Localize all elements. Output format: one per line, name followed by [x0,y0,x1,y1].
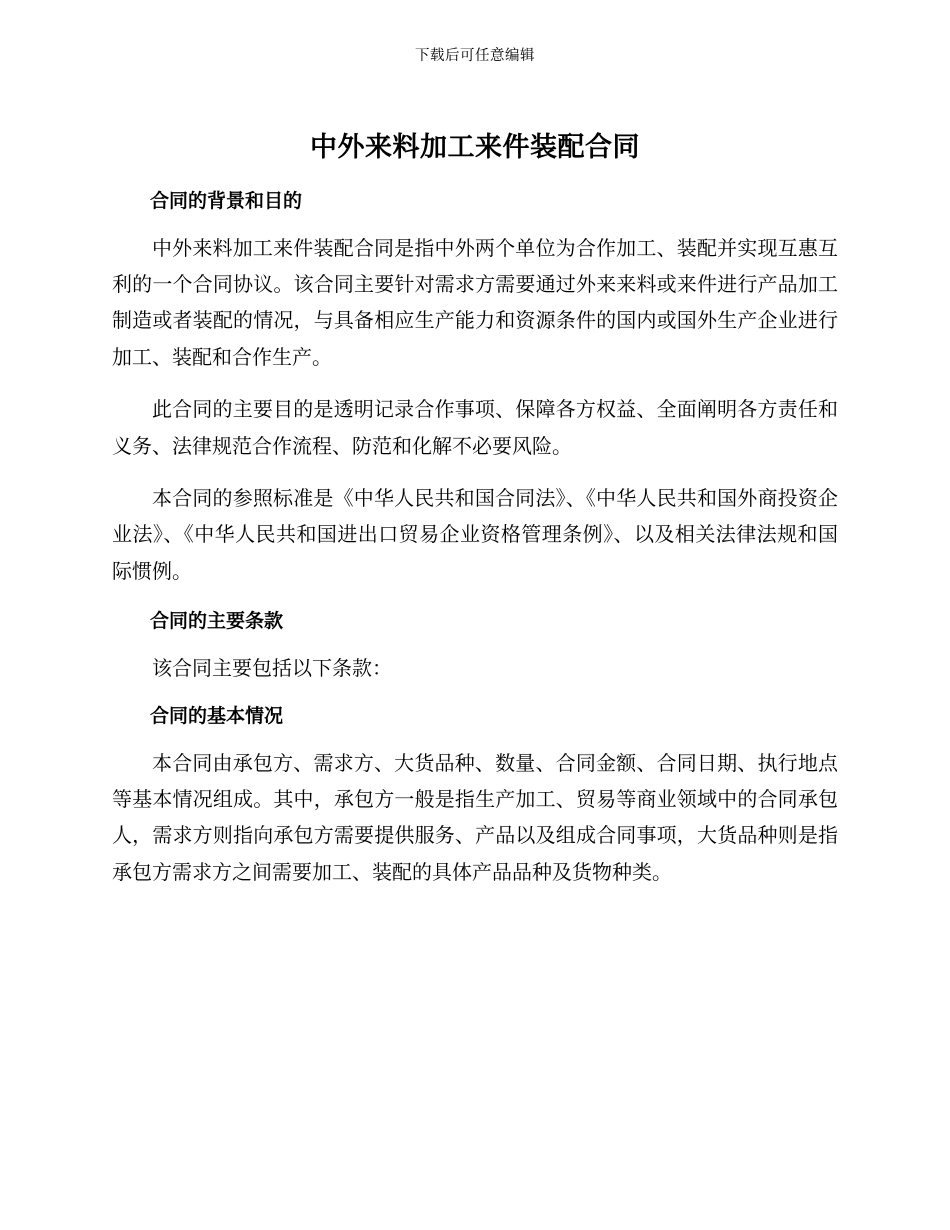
paragraph-purpose: 此合同的主要目的是透明记录合作事项、保障各方权益、全面阐明各方责任和义务、法律规范合作流程、防范和化解不必要风险。 [112,397,838,458]
paragraph-terms-intro: 该合同主要包括以下条款： [152,655,392,680]
section-heading-background-purpose: 合同的背景和目的 [150,190,303,213]
section-heading-basic-info: 合同的基本情况 [150,705,284,727]
section-heading-main-terms: 合同的主要条款 [150,610,284,633]
page-header-note: 下载后可任意编辑 [415,48,535,64]
document-body [112,130,838,906]
paragraph-definition: 中外来料加工来件装配合同是指中外两个单位为合作加工、装配并实现互惠互利的一个合同协议。该合同主要针对需求方需要通过外来来料或来件进行产品加工制造或者装配的情况，与具备相应生产能力和资源条件的国内或国外生产企业进行加工、装配和合作生产。 [112,235,838,369]
paragraph-basic-info-detail: 本合同由承包方、需求方、大货品种、数量、合同金额、合同日期、执行地点等基本情况组成。其中，承包方一般是指生产加工、贸易等商业领域中的合同承包人，需求方则指向承包方需要提供服务、产品以及组成合同事项，大货品种则是指承包方需求方之间需要加工、装配的具体产品品种及货物种类。 [112,750,838,884]
paragraph-reference-standards: 本合同的参照标准是《中华人民共和国合同法》、《中华人民共和国外商投资企业法》、《中华人民共和国进出口贸易企业资格管理条例》、以及相关法律法规和国际惯例。 [112,485,838,583]
page-title: 中外来料加工来件装配合同 [310,132,640,163]
